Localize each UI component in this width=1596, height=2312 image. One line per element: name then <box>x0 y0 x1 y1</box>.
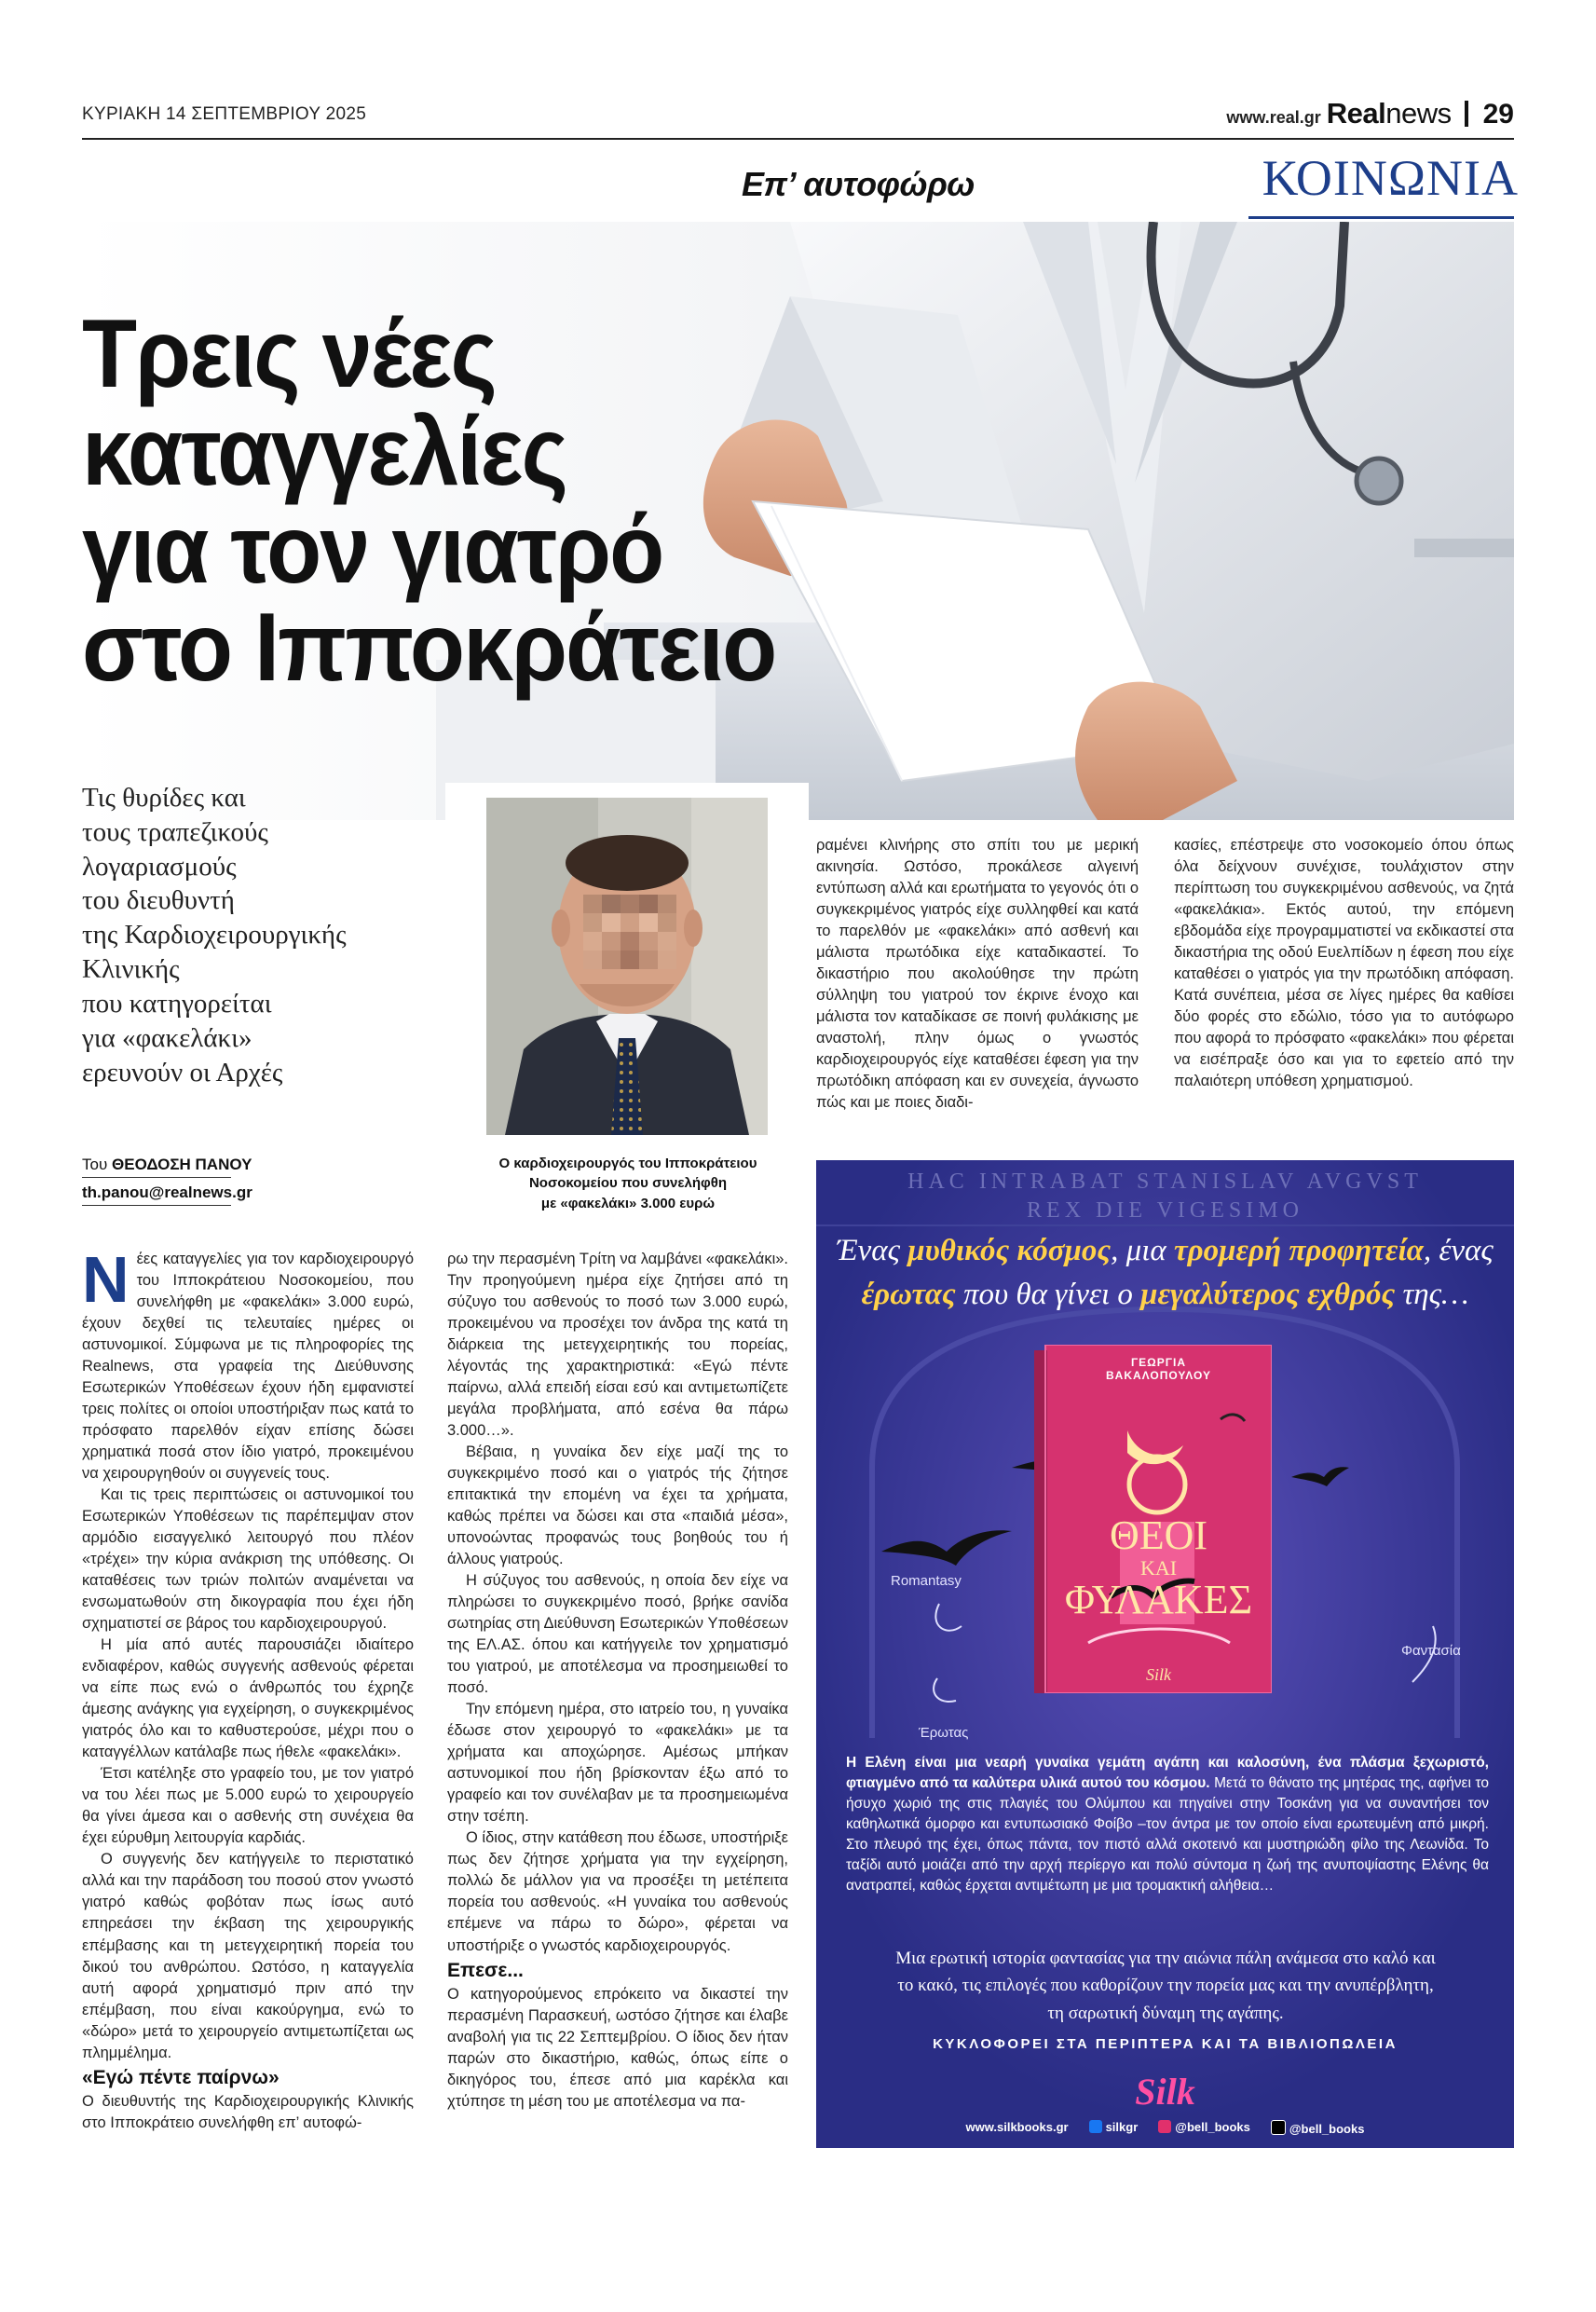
byline-author: ΘΕΟΔΟΣΗ ΠΑΝΟΥ <box>112 1156 252 1173</box>
headline <box>82 300 827 703</box>
ad-quote: Μια ερωτική ιστορία φαντασίας για την αιώνια πάλη ανάμεσα στο καλό και το κακό, τις επιλογές που καθορίζουν την πορεία μας και την ανυπέρβλητη, τη σαρωτική δύναμη της αγάπης. <box>895 1949 1436 2023</box>
kicker-box <box>719 149 986 220</box>
doctor-portrait-illustration <box>486 798 768 1135</box>
facebook-link[interactable]: silkgr <box>1089 2120 1139 2136</box>
issue-date: ΚΥΡΙΑΚΗ 14 ΣΕΠΤΕΜΒΡΙΟΥ 2025 <box>82 104 367 124</box>
byline-prefix: Του <box>82 1156 108 1173</box>
deck <box>82 781 445 1089</box>
article-column-1 <box>82 1243 414 2134</box>
instagram-icon <box>1158 2120 1171 2133</box>
book-author: ΓΕΩΡΓΙΑ ΒΑΚΑΛΟΠΟΥΛΟΥ <box>1106 1356 1211 1383</box>
article-paragraph: Ο συγγενής δεν κατήγγειλε το περιστατικό αλλά και την παράδοση του ποσού στον γνωστό γιατρό καθώς φοβόταν πως ίσως αυτό επηρεάσει την έκβαση της χειρουργικής επέμβασης και τη μετεγχειρητική πορεία του δικού του ανθρώπου. Ωστόσο, η καταγγελία αυτή αφορά χρηματισμό πριν από την επέμβαση, που είναι κακούργημα, ενώ το «δώρο» μετά το χειρουργείο αντιμετωπίζεται ως πλημμέλημα. <box>82 1851 414 2061</box>
subheading: «Εγώ πέντε παίρνω» <box>82 2066 280 2088</box>
instagram-link[interactable]: @bell_books <box>1158 2120 1250 2136</box>
byline-rule <box>82 1205 231 1206</box>
deck-line: τους τραπεζικούς <box>82 816 268 847</box>
pixelated-face <box>583 895 676 969</box>
deck-line: λογαριασμούς <box>82 851 237 882</box>
article-paragraph: Ο διευθυντής της Καρδιοχειρουργικής Κλινικής στο Ιπποκράτειο συνελήφθη επ’ αυτοφώ- <box>82 2092 414 2131</box>
ad-availability: ΚΥΚΛΟΦΟΡΕΙ ΣΤΑ ΠΕΡΙΠΤΕΡΑ ΚΑΙ ΤΑ ΒΙΒΛΙΟΠΩΛΕΙΑ <box>933 2036 1398 2052</box>
article-paragraph: Νέες καταγγελίες για τον καρδιοχειρουργό του Ιπποκράτειου Νοσοκομείου, που συνελήφθη με «φακελάκι» 3.000 ευρώ, έχουν δεχθεί τις τελευταίες ημέρες οι αστυνομικοί. Σύμφωνα με τις πληροφορίες της Realnews, στα γραφεία της Διεύθυνσης Εσωτερικών Υποθέσεων έχουν ήδη εμφανιστεί τρεις πολίτες οι οποίοι υποστήριξαν πως κατά το πρόσφατο παρελθόν είχαν επίσης δώσει χρηματικά ποσά στον ίδιο γιατρό, προκειμένου να χειρουργηθούν οι συγγενείς τους. <box>82 1243 414 1483</box>
caption-line: Ο καρδιοχειρουργός του Ιπποκράτειου <box>498 1156 757 1171</box>
headline-line: καταγγελίες <box>82 398 567 507</box>
genre-label-fantasia: Φαντασία <box>1401 1643 1461 1659</box>
caption-line: Νοσοκομείου που συνελήφθη <box>528 1175 728 1192</box>
author-email[interactable]: th.panou@realnews.gr <box>82 1183 252 1201</box>
genre-label-romantasy: Romantasy <box>891 1573 962 1589</box>
deck-line: της Καρδιοχειρουργικής <box>82 920 347 951</box>
headline-line: Τρεις νέες <box>82 300 496 408</box>
book-title: ΘΕΟΙ ΚΑΙ ΦΥΛΑΚΕΣ <box>1064 1512 1253 1623</box>
photo-caption <box>447 1154 809 1223</box>
subheading: Επεσε... <box>447 1959 524 1981</box>
deck-line: που κατηγορείται <box>82 988 272 1019</box>
byline-rule <box>82 1177 231 1178</box>
portrait-photo <box>486 798 768 1135</box>
deck-line: του διευθυντή <box>82 885 235 916</box>
facebook-icon <box>1089 2120 1102 2133</box>
brand-logo-light: news <box>1385 97 1452 130</box>
masthead <box>1226 97 1514 130</box>
kicker: Επ’ αυτοφώρω <box>742 165 975 203</box>
genre-label-erotas: Έρωτας <box>919 1725 969 1741</box>
website-url[interactable]: www.real.gr <box>1226 108 1321 127</box>
book-cover[interactable] <box>1034 1345 1272 1693</box>
section-title: ΚΟΙΝΩΝΙΑ <box>1262 150 1519 206</box>
article-paragraph: κασίες, επέστρεψε στο νοσοκομείο όπου όπως όλα δείχνουν συνέχισε, τουλάχιστον στην περίπτωση του συγκεκριμένου ασθενούς, να ζητά «φακελάκια». Εκτός αυτού, την επόμενη εβδομάδα είχε προγραμματιστεί να εκδικαστεί στα δικαστήρια της οδού Ευελπίδων η έφεση που είχε καταθέσει ο γιατρός για την πρωτόδικη απόφαση. Κατά συνέπεια, μέσα σε λίγες ημέρες θα καθίσει δύο φορές στο εδώλιο, τόσο για το αυτόφωρο που αφορά το πρόσφατο «φακελάκι» που φέρεται να εισέπραξε όσο και για το εφετείο από την παλαιότερη υπόθεση χρηματισμού. <box>1174 837 1514 1090</box>
deck-line: Τις θυρίδες και <box>82 783 246 813</box>
article-paragraph: Βέβαια, η γυναίκα δεν είχε μαζί της το συγκεκριμένο ποσό και ο γιατρός τής ζήτησε επιτακτικά την επομένη να έχει τα χρήματα, καθώς πρέπει να δώσει και στα «παιδιά μέσα», υπονοώντας προφανώς τους βοηθούς του ή άλλους γιατρούς. <box>447 1443 788 1568</box>
ad-tagline: Ένας μυθικός κόσμος, μια τρομερή προφητεία, ένας έρωτας που θα γίνει ο μεγαλύτερος εχθρός της… <box>837 1234 1494 1311</box>
article-paragraph: Ο κατηγορούμενος επρόκειτο να δικαστεί την περασμένη Παρασκευή, ωστόσο ζήτησε και έλαβε αναβολή για τις 22 Σεπτεμβρίου. Ο ίδιος δεν ήταν παρών στο δικαστήριο, καθώς, όπως είπε ο δικηγόρος του, έπεσε από μια καρέκλα και χτύπησε τη μέση του με αποτέλεσμα να πα- <box>447 1985 788 2110</box>
masthead-divider <box>1465 101 1468 127</box>
article-paragraph: ραμένει κλινήρης στο σπίτι του με μερική ακινησία. Ωστόσο, προκάλεσε αλγεινή εντύπωση αλλά και ερωτήματα το γεγονός ότι ο συγκεκριμένος γιατρός είχε συλληφθεί και κατά το παρελθόν με «φακελάκι» από ασθενή και μάλιστα πρωτόδικα είχε καταδικαστεί. Το δικαστήριο που ακολούθησε την πρώτη σύλληψη του γιατρού τον έκρινε ένοχο και μάλιστα τον καταδίκασε σε ποινή φυλάκισης με αναστολή, πλην όμως ο γνωστός καρδιοχειρουργός είχε καταθέσει έφεση για την πρωτόδικη απόφαση και εν συνεχεία, άγνωστο πώς και με ποιες διαδι- <box>816 837 1139 1112</box>
deck-line: Κλινικής <box>82 954 180 985</box>
article-column-4 <box>1174 835 1514 1092</box>
headline-line: στο Ιπποκράτειο <box>82 594 776 703</box>
ad-description: Η Ελένη είναι μια νεαρή γυναίκα γεμάτη αγάπη και καλοσύνη, ένα πλάσμα ξεχωριστό, φτιαγμένο από τα καλύτερα υλικά αυτού του κόσμου. Μετά το θάνατο της μητέρας της, αφήνει το ήσυχο χωριό της στις πλαγιές του Ολύμπου και πηγαίνει στην Τοσκάνη για να συναντήσει τον καθηλωτικά όμορφο και εντυπωσιακό Φοίβο –τον άντρα με τον οποίο είναι ερωτευμένη από μικρή. Στο πλευρό της έχει, όπως πάντα, τον πιστό αλλά σκοτεινό και μυστηριώδη φίλο της Λεωνίδα. Το ταξίδι αυτό μοιάζει από την αρχή περίεργο και πολύ σύντομα η ζωή της ανυποψίαστης Ελένης θα ανατραπεί, καθώς έρχεται αντιμέτωπη με μια τρομακτική αλήθεια… <box>846 1755 1489 1894</box>
caption-line: με «φακελάκι» 3.000 ευρώ <box>540 1195 716 1211</box>
ad-links <box>816 2120 1514 2136</box>
byline <box>82 1156 252 1174</box>
ad-inscription: HAC INTRABAT STANISLAV AVGVST REX DIE VIGESIMO <box>907 1170 1423 1224</box>
article-paragraph: Η μία από αυτές παρουσιάζει ιδιαίτερο ενδιαφέρον, καθώς συγγενής ασθενούς φέρεται να είπε πως ενώ ο άνθρωπός του έχρηζε άμεσης ανάγκης για εγχείρηση, ο συγκεκριμένος γιατρός όλο και το καθυστερούσε, μέχρι που ο καταγγέλλων κατάλαβε πως ήθελε «φακελάκι». <box>82 1636 414 1761</box>
deck-line: ερευνούν οι Αρχές <box>82 1057 283 1088</box>
page-number: 29 <box>1482 99 1514 130</box>
silk-logo: Silk <box>1135 2071 1195 2113</box>
article-paragraph: Την επόμενη ημέρα, στο ιατρείο του, η γυναίκα έδωσε στον χειρουργό το «φακελάκι» με τα χρήματα και αποχώρησε. Αμέσως μπήκαν αστυνομικοί που ήδη βρίσκονταν έξω από το γραφείο και τον συνέλαβαν με τα προσημειωμένα στην τσέπη. <box>447 1701 788 1826</box>
article-paragraph: Έτσι κατέληξε στο γραφείο του, με τον γιατρό να του λέει πως με 5.000 ευρώ το χειρουργείο θα γίνει άμεσα και ο ασθενής στη συνέχεια θα έχει εύρυθμη λειτουργία καρδιάς. <box>82 1765 414 1847</box>
tiktok-link[interactable]: @bell_books <box>1271 2120 1365 2136</box>
drop-cap: Ν <box>82 1243 130 1316</box>
header-rule <box>82 138 1514 140</box>
headline-line: για τον γιατρό <box>82 496 663 605</box>
article-paragraph: Η σύζυγος του ασθενούς, η οποία δεν είχε να πληρώσει το συγκεκριμένο ποσό, βρήκε σανίδα σωτηρίας στη Διεύθυνση Εσωτερικών Υποθέσεων της ΕΛ.ΑΣ. όπου και κατήγγειλε τον χρηματισμό του γιατρού, με αποτέλεσμα να προσημειωθεί το ποσό. <box>447 1572 788 1697</box>
website-link[interactable]: www.silkbooks.gr <box>965 2120 1069 2134</box>
article-paragraph: Ο ίδιος, στην κατάθεση που έδωσε, υποστήριξε πως δεν ζήτησε χρήματα για την εγχείρηση, πολλώ δε μάλλον για να προσέξει τη μετέπειτα πορεία του ασθενούς. «Η γυναίκα του ασθενούς επέμενε να πάρω το δώρο», φέρεται να υποστήριξε ο γνωστός καρδιοχειρουργός. <box>447 1829 788 1954</box>
article-column-2 <box>447 1249 788 2113</box>
article-column-3 <box>816 835 1139 1114</box>
section-rule <box>1248 216 1514 219</box>
tiktok-icon <box>1271 2120 1286 2135</box>
article-paragraph: Και τις τρεις περιπτώσεις οι αστυνομικοί του Εσωτερικών Υποθέσεων τις παρέπεμψαν στον αρμόδιο εισαγγελικό λειτουργό που πλέον «τρέχει» την κύρια ανάκριση της υπόθεσης. Οι καταθέσεις των τριών πολιτών αναμένεται να ενσωματωθούν στη δικογραφία που έχει ήδη σχηματιστεί σε βάρος του καρδιοχειρουργού. <box>82 1486 414 1633</box>
article-paragraph: ρω την περασμένη Τρίτη να λαμβάνει «φακελάκι». Την προηγούμενη ημέρα είχε ζητήσει από τη σύζυγο του ασθενούς το ποσό των 3.000 ευρώ, προκειμένου να προσέχει τον άνδρα της κατά τη διάρκεια της μετεγχειρητικής του πορείας, λέγοντάς της χαρακτηριστικά: «Εγώ πέντε παίρνω, αλλά επειδή είσαι εσύ και αντιμετωπίζετε μεγάλα προβλήματα, από εσένα θα πάρω 3.000…». <box>447 1251 788 1440</box>
deck-line: για «φακελάκι» <box>82 1022 252 1053</box>
book-advertisement[interactable] <box>816 1160 1514 2148</box>
book-publisher-logo: Silk <box>1146 1665 1171 1684</box>
brand-logo-bold: Real <box>1326 97 1386 130</box>
